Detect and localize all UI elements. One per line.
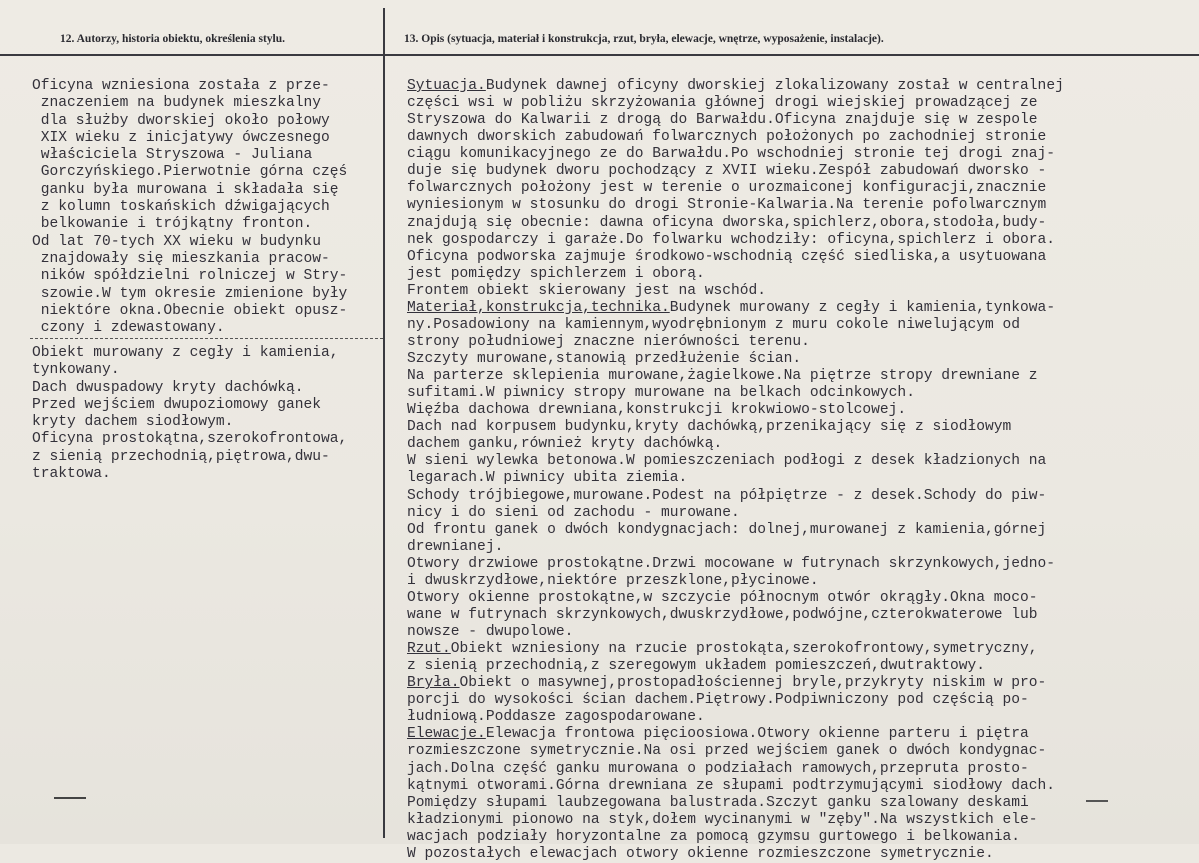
material-paragraph	[407, 300, 1064, 641]
material-text: Budynek murowany z cegły i kamienia,tynkowa- ny.Posadowiony na kamiennym,wyodrębnionym z muru cokole niwelującym od strony południowej znaczne nierówności terenu. Szczyty murowane,stanowią przedłużenie ścian. Na parterze sklepienia murowane,żagielkowe.Na piętrze stropy drewniane z sufitami.W piwnicy stropy murowane na belkach odcinkowych. Więźba dachowa drewniana,konstrukcji krokwiowo-stolcowej. Dach nad korpusem budynku,kryty dachówką,przenikający się z siodłowym dachem ganku,również kryty dachówką. W sieni wylewka betonowa.W pomieszczeniach podłogi z desek kładzionych na legarach.W piwnicy ubita ziemia. Schody trójbiegowe,murowane.Podest na półpiętrze - z desek.Schody do piw- nicy i do sieni od zachodu - murowane. Od frontu ganek o dwóch kondygnacjach: dolnej,murowanej z kamienia,górnej drewnianej. Otwory drzwiowe prostokątne.Drzwi mocowane w futrynach skrzynkowych,jedno- i dwuskrzydłowe,niektóre przeszklone,płycinowe. Otwory okienne prostokątne,w szczycie północnym otwór okrągły.Okna moco- wane w futrynach skrzynkowych,dwuskrzydłowe,podwójne,czterokwaterowe lub nowsze - dwupolowe.	[407, 299, 1056, 640]
plan-paragraph	[407, 641, 1064, 675]
left-section-separator	[30, 338, 383, 339]
section-12-header: 12. Autorzy, historia obiektu, określenia stylu.	[60, 33, 286, 45]
right-end-dash	[1086, 800, 1108, 802]
material-label: Materiał,konstrukcja,technika.	[407, 299, 670, 316]
mass-label: Bryła.	[407, 675, 460, 692]
elevations-paragraph	[407, 726, 1064, 863]
situation-text: Budynek dawnej oficyny dworskiej zlokalizowany został w centralnej części wsi w pobliżu skrzyżowania głównej drogi wiejskiej prowadzącej ze Stryszowa do Kalwarii z drogą do Barwałdu.Oficyna znajduje się w zespole dawnych dworskich zabudowań folwarcznych położonych po zachodniej stronie ciągu komunikacyjnego ze do Barwałdu.Po wschodniej stronie tej drogi znaj- duje się budynek dworu pochodzący z XVII wieku.Zespół zabudowań dworsko - folwarcznych położony jest w terenie o urozmaiconej konfiguracji,znacznie wyniesionym w stosunku do drogi Stronie-Kalwaria.Na terenie pofolwarcznym znajdują się obecnie: dawna oficyna dworska,spichlerz,obora,stodoła,budy- nek gospodarczy i garaże.Do folwarku wchodziły: oficyna,spichlerz i obora. Oficyna podworska zajmuje środkowo-wschodnią część siedliska,a usytuowana jest pomiędzy spichlerzem i oborą. Frontem obiekt skierowany jest na wschód.	[407, 78, 1064, 299]
section-13-header: 13. Opis (sytuacja, materiał i konstrukcja, rzut, bryła, elewacje, wnętrze, wyposażenie, instalacje).	[404, 33, 884, 45]
full-description	[407, 78, 1064, 863]
left-end-dash	[54, 797, 86, 799]
history-text: Oficyna wzniesiona została z prze- znaczeniem na budynek mieszkalny dla służby dworskiej około połowy XIX wieku z inicjatywy ówczesnego właściciela Stryszowa - Juliana Gorczyńskiego.Pierwotnie górna częś ganku była murowana i składała się z kolumn toskańskich dźwigających belkowanie i trójkątny fronton. Od lat 70-tych XX wieku w budynku znajdowały się mieszkania pracow- ników spółdzielni rolniczej w Stry- szowie.W tym okresie zmienione były niektóre okna.Obecnie obiekt opusz- czony i zdewastowany.	[32, 78, 348, 337]
plan-label: Rzut.	[407, 641, 451, 658]
header-rule	[0, 54, 1199, 56]
mass-paragraph	[407, 675, 1064, 726]
situation-paragraph	[407, 78, 1064, 300]
situation-label: Sytuacja.	[407, 78, 486, 94]
elevations-label: Elewacje.	[407, 726, 486, 743]
column-divider	[383, 8, 385, 838]
plan-text: Obiekt wzniesiony na rzucie prostokąta,szerokofrontowy,symetryczny, z sienią przechodnią,z szeregowym układem pomieszczeń,dwutraktowy.	[407, 641, 1038, 675]
short-description-text: Obiekt murowany z cegły i kamienia, tynkowany. Dach dwuspadowy kryty dachówką. Przed wejściem dwupoziomowy ganek kryty dachem siodłowym. Oficyna prostokątna,szerokofrontowa, z sienią przechodnią,piętrowa,dwu- traktowa.	[32, 345, 348, 483]
mass-text: Obiekt o masywnej,prostopadłościennej bryle,przykryty niskim w pro- porcji do wysokości ścian dachem.Piętrowy.Podpiwniczony pod częścią po- łudniową.Poddasze zagospodarowane.	[407, 675, 1047, 726]
elevations-text: Elewacja frontowa pięcioosiowa.Otwory okienne parteru i piętra rozmieszczone symetrycznie.Na osi przed wejściem ganek o dwóch kondygnac- jach.Dolna część ganku murowana o podziałach ramowych,przeprutа prosto- kątnymi otworami.Górna drewniana ze słupami podtrzymującymi siodłowy dach. Pomiędzy słupami laubzegowana balustrada.Szczyt ganku szalowany deskami kładzionymi pionowo na styk,dołem wycinanymi w "zęby".Na wszystkich ele- wacjach podziały horyzontalne za pomocą gzymsu gurtowego i belkowania. W pozostałych elewacjach otwory okienne rozmieszczone symetrycznie.	[407, 726, 1056, 862]
